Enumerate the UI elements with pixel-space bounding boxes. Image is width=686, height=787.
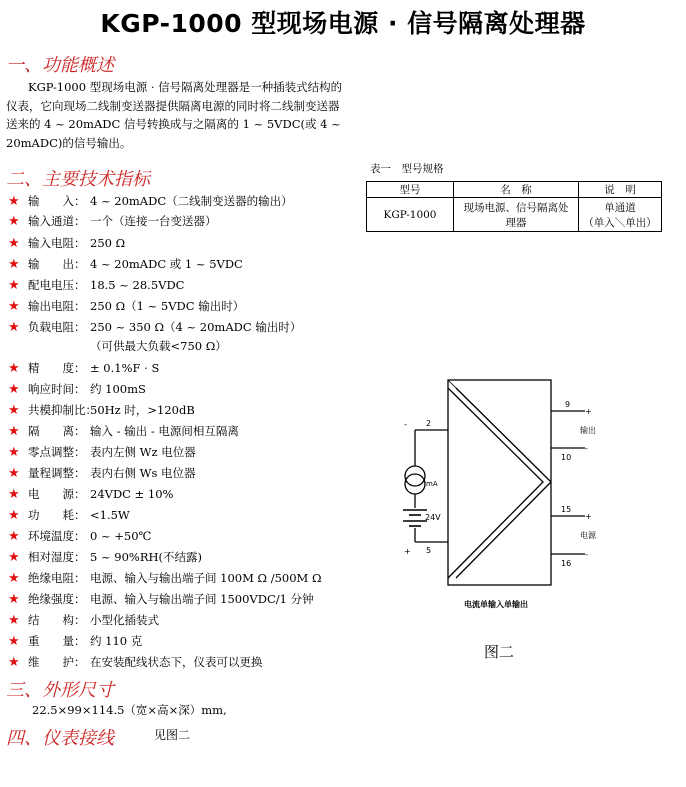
table-header: 名 称 (454, 182, 579, 198)
dimensions-value: 22.5×99×114.5（宽×高×深）mm, (32, 703, 227, 717)
table-header: 型号 (367, 182, 454, 198)
spec-value: 250 ~ 350 Ω（4 ~ 20mADC 输出时） (90, 320, 302, 334)
spec-row (8, 254, 243, 274)
polarity-label: - (585, 550, 588, 559)
spec-row (8, 296, 244, 316)
spec-label: 结 构： (28, 613, 86, 627)
ma-label: mA (426, 480, 438, 488)
spec-label: 输 出： (28, 257, 86, 271)
star-icon: ★ (8, 278, 20, 293)
star-icon: ★ (8, 236, 20, 251)
spec-label: 绝缘电阻： (28, 571, 86, 585)
spec-value: 50Hz 时，>120dB (90, 403, 195, 417)
spec-row (8, 568, 322, 588)
spec-value: 一个（连接一台变送器） (90, 214, 217, 228)
terminal-label: 15 (561, 505, 572, 514)
spec-value: 24VDC ± 10% (90, 487, 174, 501)
star-icon: ★ (8, 655, 20, 670)
star-icon: ★ (8, 320, 20, 335)
spec-value: 电源、输入与输出端子间 1500VDC/1 分钟 (90, 592, 314, 606)
spec-value: 表内右侧 Ws 电位器 (90, 466, 196, 480)
table-header: 说 明 (579, 182, 662, 198)
terminal-label: 10 (561, 453, 572, 462)
spec-row (8, 211, 217, 231)
diagram-caption: 电流单输入单输出 (464, 600, 528, 609)
spec-label: 负载电阻： (28, 320, 86, 334)
spec-label: 功 耗： (28, 508, 86, 522)
spec-value: 5 ~ 90%RH(不结露) (90, 550, 202, 564)
spec-row (8, 526, 151, 546)
wiring-reference: 见图二 (154, 728, 191, 742)
spec-value: 250 Ω (90, 236, 126, 250)
spec-row (8, 358, 159, 378)
spec-label: 响应时间： (28, 382, 86, 396)
spec-row (8, 610, 159, 630)
spec-value: ± 0.1%F · S (90, 361, 160, 375)
polarity-label: + (585, 512, 592, 521)
overview-paragraph (6, 78, 366, 152)
spec-label: 共模抑制比： (28, 403, 97, 417)
isolation-diagonal (448, 380, 543, 474)
spec-value: 4 ~ 20mADC 或 1 ~ 5VDC (90, 257, 243, 271)
page-title: KGP-1000 型现场电源 · 信号隔离处理器 (100, 9, 586, 38)
spec-row (8, 379, 146, 399)
spec-row (8, 421, 239, 441)
spec-value: 0 ~ +50℃ (90, 529, 152, 543)
overview-line: 20mADC)的信号输出。 (6, 135, 132, 150)
name-line: 理器 (505, 216, 527, 229)
spec-label: 重 量： (28, 634, 86, 648)
spec-label: 输出电阻： (28, 299, 86, 313)
star-icon: ★ (8, 634, 20, 649)
star-icon: ★ (8, 257, 20, 272)
star-icon: ★ (8, 613, 20, 628)
spec-label: 环境温度： (28, 529, 86, 543)
spec-label: 绝缘强度： (28, 592, 86, 606)
voltage-label: 24V (425, 513, 441, 522)
spec-label: 量程调整： (28, 466, 86, 480)
section-heading-dimensions: 三、外形尺寸 (6, 680, 114, 701)
star-icon: ★ (8, 592, 20, 607)
spec-value: 电源、输入与输出端子间 100M Ω /500M Ω (90, 571, 322, 585)
spec-value: 在安装配线状态下，仪表可以更换 (90, 655, 263, 669)
table-cell-desc (579, 198, 662, 232)
section-heading-overview: 一、功能概述 (6, 55, 114, 76)
output-label: 输出 (580, 426, 596, 435)
polarity-label: + (585, 407, 592, 416)
overview-line: KGP-1000 型现场电源 · 信号隔离处理器是一种插装式结构的 (28, 80, 343, 94)
overview-line: 送来的 4 ~ 20mADC 信号转换成与之隔离的 1 ~ 5VDC(或 4 ~ (6, 117, 341, 131)
spec-value: 约 100mS (90, 382, 146, 396)
spec-value: 小型化插装式 (90, 613, 159, 627)
spec-label: 电 源： (28, 487, 86, 501)
spec-value: 约 110 克 (90, 634, 143, 648)
star-icon: ★ (8, 445, 20, 460)
spec-label: 输入通道： (28, 214, 86, 228)
model-table (366, 181, 662, 232)
spec-value: 4 ~ 20mADC（二线制变送器的输出） (90, 194, 293, 208)
table-cell-name (454, 198, 579, 232)
desc-line: （单入＼单出） (583, 216, 657, 229)
spec-row (8, 233, 125, 253)
spec-label: 隔 离： (28, 424, 86, 438)
spec-label: 精 度： (28, 361, 86, 375)
section-heading-wiring: 四、仪表接线 (6, 728, 114, 749)
star-icon: ★ (8, 571, 20, 586)
power-label: 电源 (580, 531, 596, 540)
polarity-label: - (585, 444, 588, 453)
spec-row (8, 442, 196, 462)
terminal-label: 2 (426, 419, 432, 428)
module-body (448, 380, 551, 585)
desc-line: 单通道 (604, 201, 636, 214)
spec-row (8, 484, 173, 504)
spec-row (8, 547, 202, 567)
isolation-diagonal (456, 482, 551, 578)
section-heading-specs: 二、主要技术指标 (6, 169, 150, 190)
star-icon: ★ (8, 194, 20, 209)
wiring-diagram (380, 370, 640, 670)
spec-row (8, 505, 130, 525)
star-icon: ★ (8, 466, 20, 481)
spec-row (8, 631, 142, 651)
terminal-label: 5 (426, 546, 432, 555)
star-icon: ★ (8, 529, 20, 544)
spec-row (8, 400, 195, 420)
table-cell-model: KGP-1000 (367, 198, 454, 232)
spec-label: 配电电压： (28, 278, 86, 292)
star-icon: ★ (8, 508, 20, 523)
spec-row (8, 317, 301, 337)
load-note: （可供最大负载<750 Ω） (90, 339, 227, 353)
spec-value: 表内左侧 Wz 电位器 (90, 445, 196, 459)
spec-row (8, 191, 293, 211)
spec-label: 输 入： (28, 194, 86, 208)
table-caption: 表一 型号规格 (370, 163, 444, 175)
polarity-label: + (404, 547, 411, 556)
spec-row (8, 589, 314, 609)
star-icon: ★ (8, 214, 20, 229)
spec-row (8, 275, 184, 295)
terminal-label: 16 (561, 559, 572, 568)
star-icon: ★ (8, 487, 20, 502)
spec-label: 零点调整： (28, 445, 86, 459)
spec-row (8, 652, 263, 672)
star-icon: ★ (8, 403, 20, 418)
isolation-diagonal (448, 388, 543, 578)
spec-label: 相对湿度： (28, 550, 86, 564)
spec-row (8, 463, 196, 483)
spec-value: 18.5 ~ 28.5VDC (90, 278, 185, 292)
spec-label: 维 护： (28, 655, 86, 669)
polarity-label: - (404, 420, 407, 429)
spec-label: 输入电阻： (28, 236, 86, 250)
spec-value: <1.5W (90, 508, 130, 522)
star-icon: ★ (8, 424, 20, 439)
star-icon: ★ (8, 550, 20, 565)
star-icon: ★ (8, 299, 20, 314)
spec-value: 250 Ω（1 ~ 5VDC 输出时） (90, 299, 245, 313)
spec-value: 输入 - 输出 - 电源间相互隔离 (90, 424, 239, 438)
star-icon: ★ (8, 361, 20, 376)
terminal-label: 9 (565, 400, 571, 409)
overview-line: 仪表，它向现场二线制变送器提供隔离电源的同时将二线制变送器 (6, 98, 340, 113)
star-icon: ★ (8, 382, 20, 397)
figure-label: 图二 (484, 643, 515, 661)
name-line: 现场电源、信号隔离处 (463, 201, 569, 214)
